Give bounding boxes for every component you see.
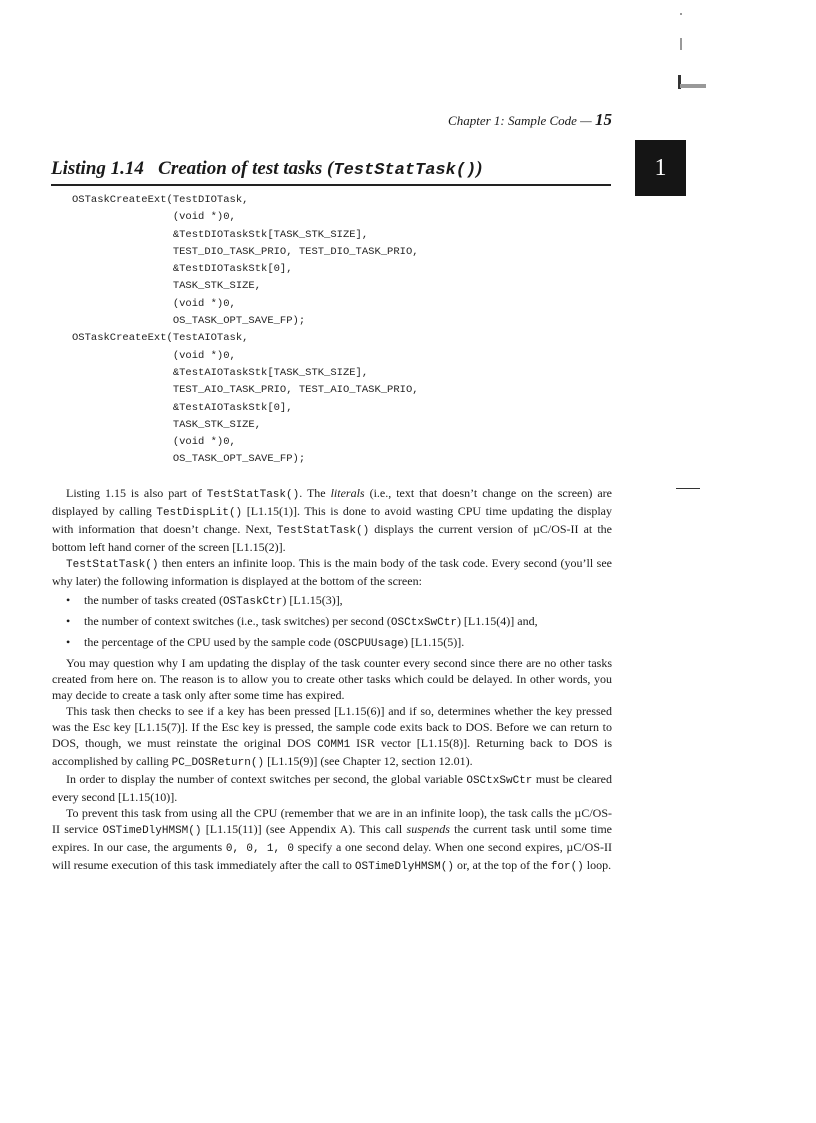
- code-line: &TestAIOTaskStk[TASK_STK_SIZE],: [72, 366, 369, 379]
- page-number: 15: [595, 110, 612, 129]
- listing-label: Listing 1.14: [51, 158, 144, 179]
- code-listing: [72, 192, 419, 469]
- text: must be cleared every second [L1.15(10)].: [52, 772, 612, 804]
- text: (i.e., text that doesn’t change on the screen) are displayed by calling: [52, 486, 612, 518]
- text: the current task until some time expires. In our case, the arguments: [52, 822, 612, 854]
- code-line: &TestDIOTaskStk[TASK_STK_SIZE],: [72, 228, 369, 241]
- code-inline: PC_DOSReturn(): [171, 757, 265, 769]
- code-line: (void *)0,: [72, 211, 236, 224]
- scan-mark: [680, 38, 682, 50]
- chapter-tab: 1: [635, 140, 686, 196]
- emphasis: literals: [330, 486, 365, 500]
- text: [L1.15(9)] (see Chapter 12, section 12.01).: [264, 754, 473, 768]
- code-inline: 0, 0, 1, 0: [225, 843, 294, 855]
- code-line: (void *)0,: [72, 436, 236, 449]
- title-rule: [51, 184, 611, 186]
- text: or, at the top of the: [453, 858, 551, 872]
- code-inline: OSTaskCtr: [222, 596, 283, 608]
- paragraph-6: [52, 805, 612, 875]
- code-line: TEST_AIO_TASK_PRIO, TEST_AIO_TASK_PRIO,: [72, 384, 419, 397]
- code-line: (void *)0,: [72, 297, 236, 310]
- listing-title-text: Creation of test tasks (: [158, 158, 334, 179]
- listing-title-end: ): [476, 158, 483, 179]
- code-inline: OSCtxSwCtr: [466, 775, 533, 787]
- text: loop.: [583, 858, 612, 872]
- text: specify a one second delay. When one second expires, µC/OS-II will resume execution of this task immediately after the call to: [52, 840, 612, 872]
- text: [L1.15(1)]. This is done to avoid wasting CPU time updating the display with information that doesn’t change. Next,: [52, 504, 612, 536]
- text: then enters an infinite loop. This is the main body of the task code. Every second (you’ll see why later) the following information is displayed at the bottom of the screen:: [52, 556, 612, 588]
- code-line: &TestDIOTaskStk[0],: [72, 263, 293, 276]
- paragraph-5: [52, 771, 612, 805]
- code-inline: OSCPUUsage: [337, 638, 404, 650]
- text: the number of context switches (i.e., task switches) per second (: [84, 614, 391, 628]
- code-inline: TestStatTask(): [66, 559, 159, 571]
- list-item: [84, 634, 612, 652]
- paragraph-3: You may question why I am updating the display of the task counter every second since there are no other tasks created from here on. The reason is to allow you to create other tasks which could be delayed. In other words, you may decide to create a task only after some time has expired.: [52, 656, 612, 702]
- code-inline: COMM1: [317, 739, 351, 751]
- code-inline: TestStatTask(): [276, 525, 370, 537]
- code-line: OSTaskCreateExt(TestAIOTask,: [72, 332, 249, 345]
- emphasis: suspends: [406, 822, 450, 836]
- running-header: [440, 110, 612, 130]
- code-line: OS_TASK_OPT_SAVE_FP);: [72, 453, 306, 466]
- text: displays the current version of µC/OS-II at the bottom left hand corner of the screen [L1.15(2)].: [52, 522, 612, 554]
- code-inline: for(): [550, 861, 584, 873]
- text: the number of tasks created (: [84, 593, 223, 607]
- text: the percentage of the CPU used by the sample code (: [84, 635, 338, 649]
- code-line: TASK_STK_SIZE,: [72, 418, 262, 431]
- text: ) [L1.15(3)],: [282, 593, 343, 607]
- text: ) [L1.15(5)].: [403, 635, 465, 649]
- text: ) [L1.15(4)] and,: [456, 614, 538, 628]
- paragraph-2: [52, 555, 612, 589]
- text: This task then checks to see if a key has been pressed [L1.15(6)] and if so, determines whether the key pressed was the Esc key [L1.15(7)]. If the Esc key is pressed, the sample code exits back to DOS. Before we can return to DOS, though, we must reinstate the original DOS: [52, 704, 612, 750]
- text: Listing 1.15 is also part of: [66, 486, 207, 500]
- text: To prevent this task from using all the CPU (remember that we are in an infinite loop), the task calls the µC/OS-II service: [52, 806, 612, 836]
- text: ISR vector [L1.15(8)]. Returning back to DOS is accomplished by calling: [52, 736, 612, 768]
- paragraph-1: [52, 485, 612, 555]
- code-inline: OSTimeDlyHMSM(): [354, 861, 454, 873]
- paragraph-4: [52, 703, 612, 771]
- text: . The: [299, 486, 331, 500]
- body-text: [52, 485, 612, 875]
- code-line: TEST_DIO_TASK_PRIO, TEST_DIO_TASK_PRIO,: [72, 245, 419, 258]
- code-inline: OSCtxSwCtr: [390, 617, 457, 629]
- listing-code-title: TestStatTask(): [333, 161, 477, 180]
- scan-mark: [676, 488, 700, 489]
- scan-mark: [680, 84, 706, 88]
- code-inline: TestDispLit(): [156, 507, 243, 519]
- text: In order to display the number of context switches per second, the global variable: [66, 772, 467, 786]
- listing-title: [51, 158, 483, 180]
- code-line: OSTaskCreateExt(TestDIOTask,: [72, 194, 249, 206]
- code-line: (void *)0,: [72, 349, 236, 362]
- list-item: [84, 592, 612, 610]
- code-line: TASK_STK_SIZE,: [72, 280, 262, 293]
- list-item: [84, 613, 612, 631]
- bullet-list: [52, 592, 612, 652]
- code-inline: OSTimeDlyHMSM(): [102, 825, 202, 837]
- code-inline: TestStatTask(): [206, 489, 300, 501]
- code-line: &TestAIOTaskStk[0],: [72, 401, 293, 414]
- text: [L1.15(11)] (see Appendix A). This call: [201, 822, 407, 836]
- code-line: OS_TASK_OPT_SAVE_FP);: [72, 315, 306, 328]
- header-text: Chapter 1: Sample Code —: [448, 113, 595, 128]
- scan-mark: [680, 13, 682, 15]
